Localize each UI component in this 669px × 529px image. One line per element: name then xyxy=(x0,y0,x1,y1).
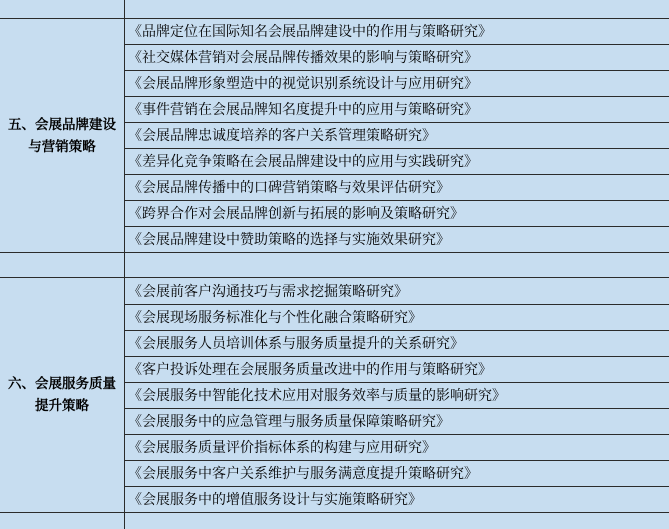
list-item[interactable] xyxy=(126,357,669,383)
list-item[interactable] xyxy=(126,175,669,201)
list-item[interactable] xyxy=(126,227,669,253)
list-item[interactable] xyxy=(126,123,669,149)
item-text: 《会展服务中的增值服务设计与实施策略研究》 xyxy=(128,492,422,508)
item-text: 《社交媒体营销对会展品牌传播效果的影响与策略研究》 xyxy=(128,50,478,66)
list-item[interactable] xyxy=(126,461,669,487)
item-text: 《会展服务中的应急管理与服务质量保障策略研究》 xyxy=(128,414,450,430)
list-item[interactable] xyxy=(126,279,669,305)
item-text: 《会展现场服务标准化与个性化融合策略研究》 xyxy=(128,310,422,326)
list-item[interactable] xyxy=(126,383,669,409)
item-text: 《会展品牌建设中赞助策略的选择与实施效果研究》 xyxy=(128,232,450,248)
category-cell-6 xyxy=(0,278,124,512)
list-item[interactable] xyxy=(126,487,669,513)
list-item[interactable] xyxy=(126,97,669,123)
item-text: 《品牌定位在国际知名会展品牌建设中的作用与策略研究》 xyxy=(128,24,492,40)
category-label: 五、会展品牌建设与营销策略 xyxy=(8,116,116,155)
category-label: 六、会展服务质量提升策略 xyxy=(8,376,116,414)
list-item[interactable] xyxy=(126,45,669,71)
item-text: 《会展前客户沟通技巧与需求挖掘策略研究》 xyxy=(128,284,408,300)
item-text: 《跨界合作对会展品牌创新与拓展的影响及策略研究》 xyxy=(128,206,464,222)
list-item[interactable] xyxy=(126,201,669,227)
item-text: 《客户投诉处理在会展服务质量改进中的作用与策略研究》 xyxy=(128,362,492,378)
item-text: 《事件营销在会展品牌知名度提升中的应用与策略研究》 xyxy=(128,102,478,118)
item-text: 《会展服务中客户关系维护与服务满意度提升策略研究》 xyxy=(128,466,478,482)
item-text: 《会展品牌形象塑造中的视觉识别系统设计与应用研究》 xyxy=(128,76,478,92)
table-row xyxy=(0,0,669,19)
item-text: 《会展品牌忠诚度培养的客户关系管理策略研究》 xyxy=(128,128,436,144)
item-text: 《会展服务中智能化技术应用对服务效率与质量的影响研究》 xyxy=(128,388,506,404)
list-item[interactable] xyxy=(126,305,669,331)
list-item[interactable] xyxy=(126,71,669,97)
list-item[interactable] xyxy=(126,331,669,357)
list-item[interactable] xyxy=(126,409,669,435)
list-item[interactable] xyxy=(126,19,669,45)
item-text: 《会展品牌传播中的口碑营销策略与效果评估研究》 xyxy=(128,180,450,196)
table-row xyxy=(0,512,669,529)
item-text: 《会展服务质量评价指标体系的构建与应用研究》 xyxy=(128,440,436,456)
list-item[interactable] xyxy=(126,149,669,175)
list-item[interactable] xyxy=(126,435,669,461)
table-row-empty xyxy=(0,252,669,278)
item-text: 《差异化竞争策略在会展品牌建设中的应用与实践研究》 xyxy=(128,154,478,170)
item-text: 《会展服务人员培训体系与服务质量提升的关系研究》 xyxy=(128,336,464,352)
